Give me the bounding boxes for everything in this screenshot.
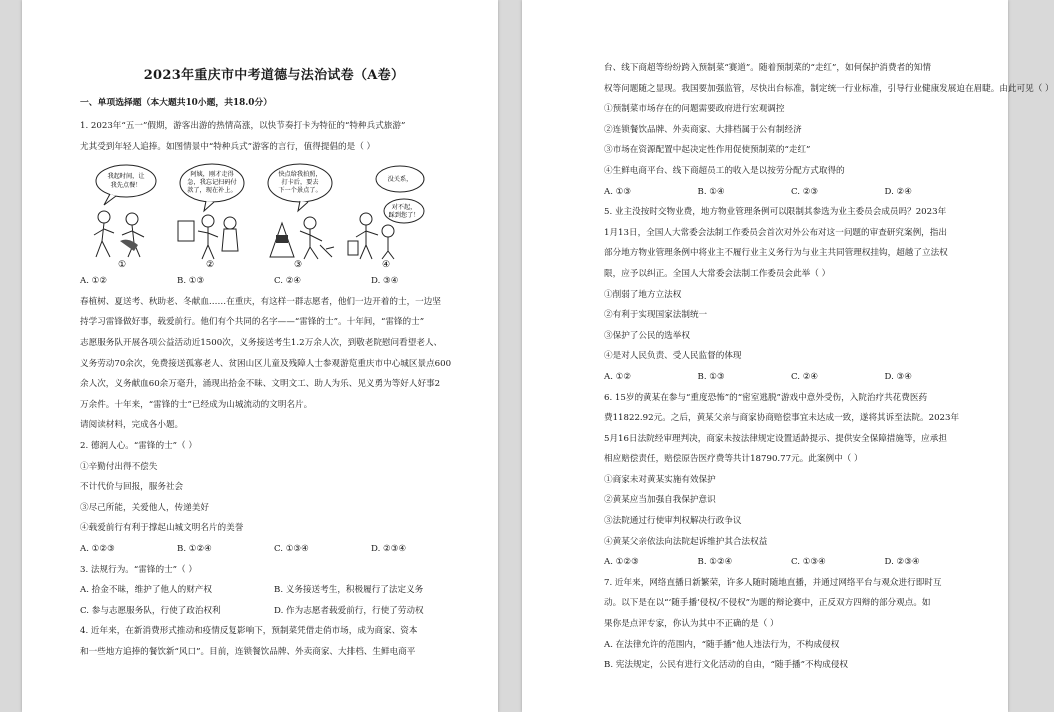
q7-option-b[interactable]: B. 宪法规定，公民有进行文化活动的自由，“随手播”不构成侵权 [604,660,849,671]
option-a[interactable]: A. ①②③ [604,557,639,568]
option-b[interactable]: B. 义务接送考生，积极履行了法定义务 [274,585,424,596]
q6-stem-line: 费11822.92元。之后，黄某父亲与商家协商赔偿事宜未达成一致，遂将其诉至法院。2023年 [604,413,960,424]
bubble-text: 我起时间，让 [107,173,145,181]
option-b[interactable]: B. ①③ [697,371,725,382]
option-c[interactable]: C. ①③④ [274,543,309,554]
option-c[interactable]: C. ②③ [791,186,819,197]
option-c[interactable]: C. ②④ [791,371,819,382]
bubble-text: 快点给我拍照， [278,171,322,179]
q5-item: ①削弱了地方立法权 [604,289,682,300]
illustration-scene-2 [168,161,252,269]
option-c[interactable]: C. 参与志愿服务队，行使了政治权利 [80,605,221,616]
q2-item: ④载爱前行有利于撑起山城文明名片的美誉 [80,523,244,534]
q2-item: 不计代价与回报，服务社会 [80,482,184,493]
option-d[interactable]: D. ②④ [884,186,912,197]
bubble-text: 急，我忘记扫码付 [187,179,237,187]
option-c[interactable]: C. ①③④ [791,557,826,568]
option-c[interactable]: C. ②④ [274,276,302,287]
q5-stem-line: 1月13日，全国人大常委会法制工作委员会首次对外公布对这一问题的审查研究案例，指出 [604,227,947,238]
section-heading: 一、单项选择题（本大题共10小题，共18.0分） [80,98,273,108]
q1-stem-line: 1. 2023年“五一”假期，游客出游的热情高涨，以快节奏打卡为特征的“特种兵式旅游” [80,121,406,131]
option-d[interactable]: D. ②③④ [371,543,407,554]
q4-item: ②连锁餐饮品牌、外卖商家、大排档属于公有制经济 [604,124,802,135]
bubble-text: 没关系， [387,176,413,184]
exam-title: 2023年重庆市中考道德与法治试卷（A卷） [143,68,405,83]
q6-stem-line: 相应赔偿责任，赔偿原告医疗费等共计18790.77元。此案例中（ ） [604,454,863,465]
q6-item: ④黄某父亲依法向法院起诉维护其合法权益 [604,536,768,547]
bubble-text: 款了，现在补上。 [187,187,237,195]
q1-stem-line: 尤其受到年轻人追捧。如图情景中“特种兵式”游客的言行，值得提倡的是（ ） [80,141,376,152]
q5-stem-line: 5. 业主没按时交物业费，地方物业管理条例可以限制其参选为业主委员会成员吗？2023年 [604,207,947,218]
passage-line: 义务劳动70余次，免费接送孤寡老人、贫困山区儿童及残障人士参观游览重庆市中心城区景点600 [80,358,452,369]
bubble-text: 阿姨，刚才走得 [190,171,234,179]
q4-stem-continued: 权等问题随之显现。我国要加强监管，尽快出台标准，制定统一行业标准，引导行业健康发展迫在眉睫。由此可见（ ） [604,83,1054,94]
q7-option-a[interactable]: A. 在法律允许的范围内，“随手播”他人违法行为，不构成侵权 [604,639,840,650]
bubble-text: 对不起， [391,204,417,212]
passage-line: 春植树、夏送考、秋助老、冬献血……在重庆，有这样一群志愿者，他们一边开着的士，一边坚 [80,296,441,307]
q4-item: ①预制菜市场存在的问题需要政府进行宏观调控 [604,104,785,115]
q1-illustrations [80,161,468,269]
q1-options [80,271,468,292]
q5-item: ④是对人民负责、受人民监督的体现 [604,351,742,362]
option-b[interactable]: B. ①④ [697,186,725,197]
q6-stem-line: 5月16日法院经审理判决，商家未按法律规定设置适龄提示、提供安全保障措施等，应承担 [604,433,947,444]
passage-line: 余人次，义务献血60余万毫升，涌现出拾金不昧、文明文工、助人为乐、见义勇为等好人好事2 [80,379,441,390]
scene-label: ④ [381,260,391,271]
q4-stem-continued: 台、线下商超等纷纷跨入预制菜“赛道”。随着预制菜的“走红”，如何保护消费者的知情 [604,63,931,73]
option-a[interactable]: A. ①② [80,276,108,287]
document-page-left [22,0,498,712]
option-b[interactable]: B. ①③ [177,276,205,287]
q5-item: ③保护了公民的选举权 [604,330,690,341]
q6-options [604,552,978,573]
illustration-scene-3 [256,161,340,269]
q4-stem-line: 4. 近年来，在新消费形式推动和疫情反复影响下，预制菜凭借走俏市场，成为商家、资本 [80,626,418,637]
document-page-right [522,0,1054,712]
q2-item: ①辛勤付出得不偿失 [80,461,158,472]
q2-item: ③尽己所能，关爱他人，传递美好 [80,502,209,513]
option-b[interactable]: B. ①②④ [697,557,733,568]
q4-item: ③市场在资源配置中起决定性作用促使预制菜的“走红” [604,145,811,156]
option-d[interactable]: D. ③④ [371,276,399,287]
option-a[interactable]: A. ①② [604,371,632,382]
q5-stem-line: 限，应予以纠正。全国人大常委会法制工作委员会此举（ ） [604,268,831,279]
option-a[interactable]: A. 拾金不昧，维护了他人的财产权 [80,585,212,596]
bubble-text: 踩到您了！ [388,212,420,220]
passage-line: 志愿服务队开展各项公益活动近1500次，义务接送考生1.2万余人次，到敬老院慰问看望老人、 [80,337,443,348]
scene-label: ③ [293,260,303,271]
q4-item: ④生鲜电商平台、线下商超员工的收入是以按劳分配方式取得的 [604,165,845,176]
passage-line: 万余件。十年来，“雷锋的士”已经成为山城流动的文明名片。 [80,399,313,410]
q5-item: ②有利于实现国家法制统一 [604,310,708,321]
q2-options [80,539,468,560]
bubble-text: 打卡后，要去 [281,179,319,187]
q5-stem-line: 部分地方物业管理条例中将业主不履行业主义务行为与业主共同管理权挂钩，超越了立法权 [604,248,948,259]
q3-stem: 3. 法规行为。“雷锋的士”（ ） [80,564,197,575]
q6-item: ③法院通过行使审判权解决行政争议 [604,516,742,527]
q5-options [604,367,978,388]
option-d[interactable]: D. 作为志愿者载爱前行，行使了劳动权 [274,605,424,616]
option-a[interactable]: A. ①②③ [80,543,115,554]
option-b[interactable]: B. ①②④ [177,543,212,554]
illustration-scene-1 [80,161,164,269]
q6-stem-line: 6. 15岁的黄某在参与“重度恐怖”的“密室逃脱”游戏中意外受伤，入院治疗共花费医药 [604,392,928,403]
q6-item: ①商家未对黄某实施有效保护 [604,474,716,485]
scene-label: ② [205,260,215,271]
option-a[interactable]: A. ①③ [604,186,632,197]
bubble-text: 下一个景点了。 [278,187,322,195]
q3-options-row2 [80,601,468,622]
q6-item: ②黄某应当加强自我保护意识 [604,495,716,506]
q4-options [604,182,978,203]
q2-stem: 2. 德润人心。“雷锋的士”（ ） [80,440,197,451]
passage-line: 请阅读材料，完成各小题。 [80,420,184,431]
q3-options-row1 [80,580,468,601]
q4-stem-line: 和一些地方追捧的餐饮新“风口”。目前，连锁餐饮品牌、外卖商家、大排档、生鲜电商平 [80,646,416,657]
bubble-text: 我先点餐！ [110,182,142,190]
q7-stem-line: 7. 近年来，网络直播日新繁荣，许多人随时随地直播，并通过网络平台与观众进行即时互 [604,577,942,588]
scene-label: ① [117,260,127,271]
option-d[interactable]: D. ②③④ [884,557,920,568]
q7-stem-line: 果你是点评专家，你认为其中不正确的是（ ） [604,619,779,630]
option-d[interactable]: D. ③④ [884,371,912,382]
passage-line: 持学习雷锋做好事，载爱前行。他们有个共同的名字——“雷锋的士”。十年间，“雷锋的士” [80,317,425,328]
illustration-scene-4 [344,161,428,269]
q7-stem-line: 动。以下是在以“‘随手播’侵权/不侵权”为题的辩论赛中，正反双方四辩的部分观点。如 [604,598,931,609]
